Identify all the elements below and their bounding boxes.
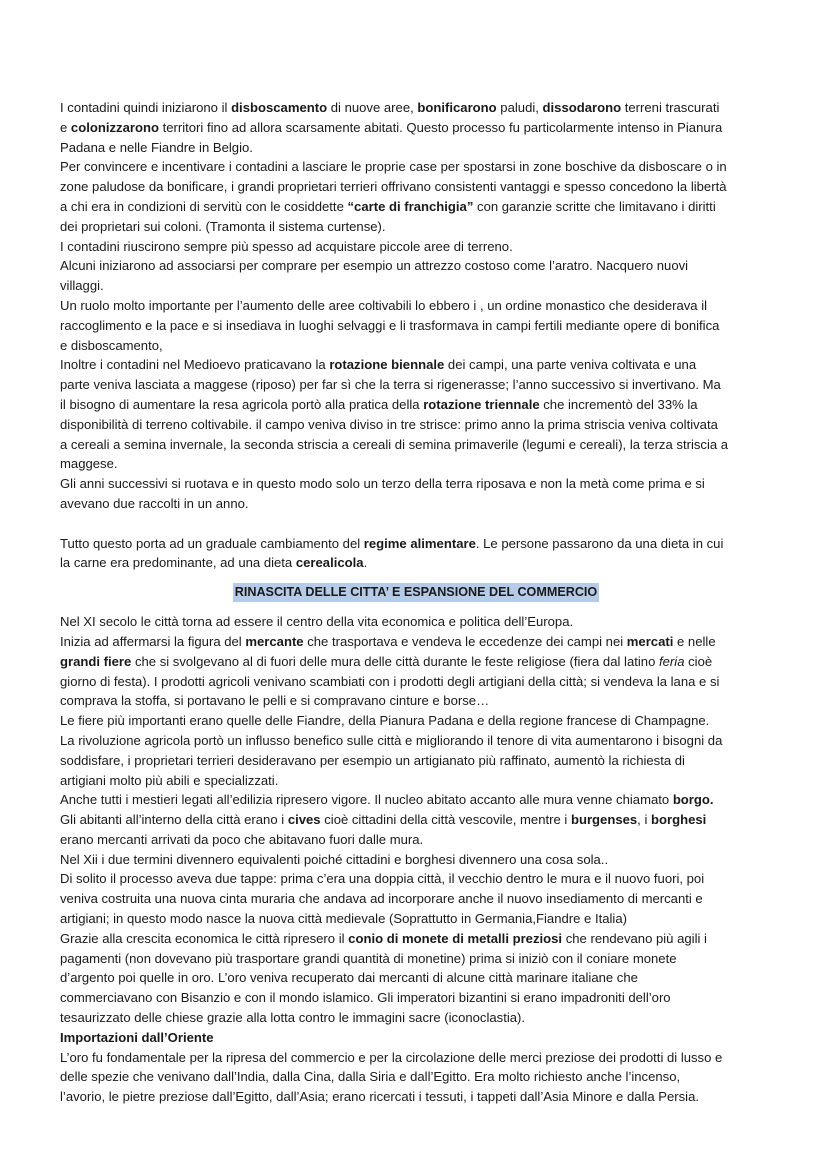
text-run: . <box>363 555 368 571</box>
bold-term: Importazioni dall’Oriente <box>60 1029 214 1045</box>
text-run: Nel XI secolo le città torna ad essere il centro della vita economica e politica dell’Europa. <box>60 614 574 630</box>
text-run: dei proprietari sui coloni. (Tramonta il sistema curtense). <box>60 218 386 234</box>
text-run: territori fino ad allora scarsamente abitati. Questo processo fu particolarmente intenso in Pianura <box>158 119 723 135</box>
text-line <box>60 534 772 554</box>
text-run: , i <box>637 812 651 828</box>
text-run: Tutto questo porta ad un graduale cambiamento del <box>60 535 364 551</box>
text-run: la carne era predominante, ad una dieta <box>60 555 296 571</box>
bold-term: regime alimentare <box>363 535 476 551</box>
text-run: commerciavano con Bisanzio e con il mondo islamico. Gli imperatori bizantini si erano impadroniti dell’oro <box>60 990 671 1006</box>
text-run: zone paludose da bonificare, i grandi proprietari terrieri offrivano consistenti vantaggi e spesso concedono la libertà <box>60 179 727 195</box>
text-line <box>60 375 772 395</box>
text-run: I contadini quindi iniziarono il <box>60 100 232 115</box>
text-line <box>60 691 772 711</box>
text-line <box>60 177 772 197</box>
text-run: Alcuni iniziarono ad associarsi per comprare per esempio un attrezzo costoso come l’aratro. Nacquero nuovi <box>60 258 689 274</box>
bold-term: dissodarono <box>542 100 622 115</box>
text-line <box>60 889 772 909</box>
bold-term: bonificarono <box>417 100 497 115</box>
text-run: paludi, <box>496 100 543 115</box>
text-run: L’oro fu fondamentale per la ripresa del commercio e per la circolazione delle merci preziose dei prodotti di lusso e <box>60 1049 723 1065</box>
text-run: maggese. <box>60 456 118 472</box>
text-run: che incrementò del 33% la <box>539 396 698 412</box>
text-line <box>60 612 772 632</box>
text-run: cioè <box>684 653 713 669</box>
bold-term: burgenses <box>570 812 638 828</box>
text-line <box>60 1087 772 1107</box>
text-line <box>60 553 772 573</box>
text-line <box>60 217 772 237</box>
text-run: e nelle <box>673 633 716 649</box>
text-run: raccoglimento e la pace e si insediava in luoghi selvaggi e li trasformava in campi fertili mediante opere di bonifica <box>60 317 720 333</box>
text-run: Padana e nelle Fiandre in Belgio. <box>60 139 253 155</box>
document-page <box>60 98 772 1107</box>
bold-term: cives <box>287 812 321 828</box>
text-line <box>60 395 772 415</box>
text-run: disponibilità di terreno coltivabile. il campo veniva diviso in tre strisce: primo anno la prima striscia veniva coltivata <box>60 416 718 432</box>
text-run: parte veniva lasciata a maggese (riposo) per far sì che la terra si rigenerasse; l’anno successivo si invertivano. Ma <box>60 377 721 393</box>
text-run: giorno di festa). I prodotti agricoli venivano scambiati con i prodotti degli artigiani della città; si vendeva la lana e si <box>60 673 720 689</box>
text-line <box>60 850 772 870</box>
text-run: villaggi. <box>60 278 104 294</box>
text-run: cioè cittadini della città vescovile, mentre i <box>320 812 571 828</box>
text-line <box>60 157 772 177</box>
text-line <box>60 256 772 276</box>
text-line <box>60 237 772 257</box>
text-line <box>60 138 772 158</box>
section-agriculture <box>60 98 772 573</box>
text-run: a cereali a semina invernale, la seconda striscia a cereali di semina primaverile (legumi e cereali), la terza striscia a <box>60 436 729 452</box>
text-line <box>60 929 772 949</box>
text-run: Per convincere e incentivare i contadini a lasciare le proprie case per spostarsi in zone boschive da disboscare o in <box>60 159 727 175</box>
bold-term: colonizzarono <box>70 119 159 135</box>
text-run: soddisfare, i proprietari terrieri desideravano per esempio un artigianato più raffinato, aumentò la richiesta di <box>60 752 685 768</box>
text-line <box>60 909 772 929</box>
bold-term: borghesi <box>651 812 707 828</box>
text-line <box>60 731 772 751</box>
text-run: e disboscamento, <box>60 337 163 353</box>
text-run: terreni trascurati <box>621 100 720 115</box>
text-run: artigiani molto più abili e specializzati. <box>60 772 279 788</box>
text-run: Inoltre i contadini nel Medioevo praticavano la <box>60 357 330 373</box>
text-run: d’argento poi quelle in oro. L’oro veniva recuperato dai mercanti di alcune città marinare italiane che <box>60 970 638 986</box>
text-line <box>60 1008 772 1028</box>
text-line <box>60 771 772 791</box>
bold-term: borgo. <box>672 792 714 808</box>
text-run: I contadini riuscirono sempre più spesso ad acquistare piccole aree di terreno. <box>60 238 513 254</box>
text-line <box>60 336 772 356</box>
text-line <box>60 968 772 988</box>
text-run: Gli anni successivi si ruotava e in questo modo solo un terzo della terra riposava e non la metà come prima e si <box>60 476 705 492</box>
text-line <box>60 276 772 296</box>
bold-term: mercati <box>626 633 674 649</box>
text-line <box>60 1048 772 1068</box>
section-heading: RINASCITA DELLE CITTA’ E ESPANSIONE DEL COMMERCIO <box>233 583 599 602</box>
text-line <box>60 494 772 514</box>
italic-term: feria <box>659 653 685 669</box>
text-line <box>60 118 772 138</box>
text-line <box>60 415 772 435</box>
bold-term: grandi fiere <box>60 653 132 669</box>
text-line <box>60 355 772 375</box>
bold-term: mercante <box>245 633 304 649</box>
bold-term: disboscamento <box>231 100 328 115</box>
text-run: . Le persone passarono da una dieta in cui <box>475 535 724 551</box>
text-line <box>60 652 772 672</box>
text-line <box>60 830 772 850</box>
text-line <box>60 988 772 1008</box>
text-run: l’avorio, le pietre preziose dall’Egitto, dall’Asia; erano ricercati i tessuti, i tappeti dall’Asia Minore e dalla Persia. <box>60 1089 699 1105</box>
text-run: Anche tutti i mestieri legati all’edilizia ripresero vigore. Il nucleo abitato accanto alle mura venne chiamato <box>60 792 673 808</box>
text-run: Un ruolo molto importante per l’aumento delle aree coltivabili lo ebbero i , un ordine monastico che desiderava il <box>60 297 708 313</box>
text-run: pagamenti (non dovevano più trasportare grandi quantità di monetine) prima si iniziò con il coniare monete <box>60 950 677 966</box>
text-run: comprava la stoffa, si portavano le pelli e si compravano cinture e borse… <box>60 693 490 709</box>
text-line <box>60 949 772 969</box>
text-run: che rendevano più agili i <box>562 930 707 946</box>
text-line <box>60 316 772 336</box>
text-run: Inizia ad affermarsi la figura del <box>60 633 246 649</box>
text-run: Di solito il processo aveva due tappe: prima c’era una doppia città, il vecchio dentro le mura e il nuovo fuori, poi <box>60 871 705 887</box>
text-run: artigiani; in questo modo nasce la nuova città medievale (Soprattutto in Germania,Fiandre e Italia) <box>60 911 627 927</box>
text-line <box>60 435 772 455</box>
text-line <box>60 790 772 810</box>
text-run: con garanzie scritte che limitavano i diritti <box>473 198 716 214</box>
text-line <box>60 197 772 217</box>
text-line <box>60 296 772 316</box>
text-run: Grazie alla crescita economica le città ripresero il <box>60 930 349 946</box>
text-run: avevano due raccolti in un anno. <box>60 495 249 511</box>
text-run: il bisogno di aumentare la resa agricola portò alla pratica della <box>60 396 424 412</box>
text-line <box>60 98 772 118</box>
text-line <box>60 711 772 731</box>
text-run: dei campi, una parte veniva coltivata e una <box>444 357 697 373</box>
section-cities-commerce <box>60 612 772 1107</box>
text-run: erano mercanti arrivati da poco che abitavano fuori dalle mura. <box>60 831 424 847</box>
text-run: di nuove aree, <box>327 100 418 115</box>
text-run: che si svolgevano al di fuori delle mura delle città durante le feste religiose (fiera dal latino <box>131 653 659 669</box>
text-line <box>60 632 772 652</box>
text-line <box>60 869 772 889</box>
text-run: veniva costruita una nuova cinta muraria che andava ad incorporare anche il nuovo insediamento di mercanti e <box>60 891 703 907</box>
text-run: che trasportava e vendeva le eccedenze dei campi nei <box>303 633 627 649</box>
text-line <box>60 1028 772 1048</box>
bold-term: rotazione triennale <box>423 396 540 412</box>
blank-line <box>60 514 772 534</box>
text-line <box>60 454 772 474</box>
bold-term: cerealicola <box>295 555 364 571</box>
text-run: Gli abitanti all’interno della città erano i <box>60 812 288 828</box>
text-line <box>60 672 772 692</box>
text-run: Le fiere più importanti erano quelle delle Fiandre, della Pianura Padana e della regione francese di Champagne. <box>60 713 710 729</box>
text-line <box>60 474 772 494</box>
text-run: La rivoluzione agricola portò un influsso benefico sulle città e migliorando il tenore di vita aumentarono i bisogni da <box>60 732 723 748</box>
bold-term: conio di monete di metalli preziosi <box>348 930 563 946</box>
text-run: delle spezie che venivano dall’India, dalla Cina, dalla Siria e dall’Egitto. Era molto richiesto anche l’incenso, <box>60 1069 681 1085</box>
text-run: Nel Xii i due termini divennero equivalenti poiché cittadini e borghesi divennero una cosa sola.. <box>60 851 609 867</box>
text-line <box>60 810 772 830</box>
bold-term: “carte di franchigia” <box>347 198 474 214</box>
bold-term: rotazione biennale <box>329 357 445 373</box>
text-run: a chi era in condizioni di servitù con le cosiddette <box>60 198 348 214</box>
text-run: e <box>60 119 71 135</box>
text-run: tesaurizzato delle chiese grazie alla lotta contro le immagini sacre (iconoclastia). <box>60 1010 526 1026</box>
section-heading-row <box>60 573 772 612</box>
text-line <box>60 1067 772 1087</box>
text-line <box>60 751 772 771</box>
